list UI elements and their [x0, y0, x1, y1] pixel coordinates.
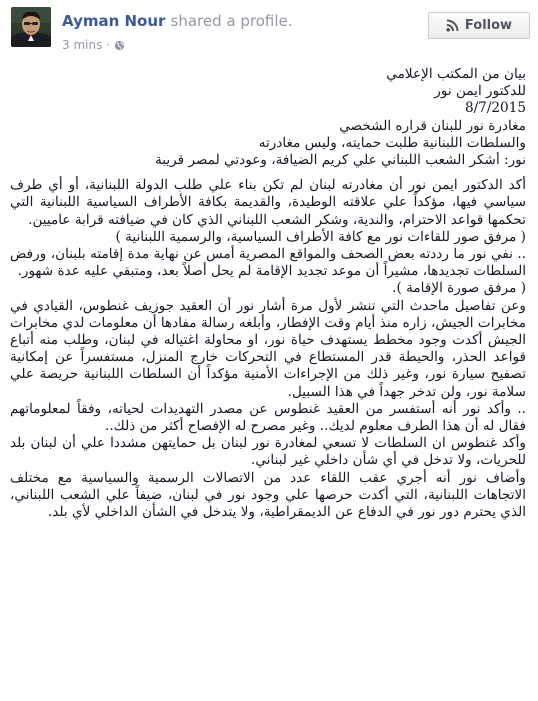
paragraph: أكد الدكتور ايمن نور أن مغادرته لبنان لم تكن بناء علي طلب الدولة اللبنانية، أو أي طرف سياسي فيها، مؤكداً علي علاقته الوطيدة، والقديمة بكافة الأطراف السياسية اللبنانية التي تحكمها قواعد الاحترام، والندية، وشكر الشعب اللبناني الذي كان في ضيافته قرابة عاميين. [10, 177, 526, 228]
paragraph: وأكد غنطوس ان السلطات لا تسعي لمغادرة نور لبنان بل حمايتهن مشددا علي أن لبنان بلد للحريات، ولا تدخل في أي شأن داخلي غير لبناني. [10, 435, 526, 469]
follow-label: Follow [464, 18, 513, 33]
statement-author: للدكتور ايمن نور [434, 83, 526, 100]
headline: مغادرة نور للبنان قراره الشخصي [339, 117, 526, 134]
timestamp[interactable]: 3 mins [62, 38, 103, 52]
subheadline: والسلطات اللبنانية طلبت حمايته، وليس مغادرته [258, 134, 526, 151]
avatar-image [11, 7, 51, 47]
post-header [62, 11, 293, 30]
attachment-note: ( مرفق صورة الإقامة ). [392, 280, 526, 297]
paragraph: .. وأكد نور أنه أستفسر من العقيد غنطوس عن مصدر التهديدات لحياته، وفقاً لمعلوماتهم فقال له أن هذا الطرف معلوم لديك.. وغير مصرح له الإفصاح أكثر من ذلك.. [10, 400, 526, 435]
author-name[interactable]: Ayman Nour [62, 12, 166, 30]
rss-icon [446, 19, 459, 32]
post-meta [62, 38, 125, 52]
paragraph: وأضاف نور أنه أجري عقب اللقاء عدد من الاتصالات الرسمية والسياسية مع مختلف الاتجاهات اللبنانية، التي أكدت حرصها علي وجود نور في لبنان، ضيفاً علي الشعب اللبناني، الذي يحترم دور نور في الدفاع عن الديمقراطية، ولا يتدخل في الشأن الداخلي لأي بلد. [10, 469, 526, 521]
post-action-text: shared a profile. [170, 12, 293, 30]
meta-separator: · [106, 38, 111, 52]
paragraph: .. نفي نور ما رددته بعض الصحف والمواقع المصرية أمس عن نهاية مدة إقامته بلبنان، ورفض السلطات تجديدها، مشيراً أن موعد تجديد الإقامة لم يحل أصلاً بعد، ومتبقي عليه عدة شهور. [10, 246, 526, 280]
globe-icon[interactable] [114, 40, 125, 51]
avatar[interactable] [11, 7, 51, 47]
follow-button[interactable] [428, 12, 530, 39]
statement-title: بيان من المكتب الإعلامي [386, 66, 526, 82]
post-body [10, 66, 526, 700]
paragraph: وعن تفاصيل ماحدث التي تنشر لأول مرة أشار نور أن العقيد جوزيف غنطوس، القيادي في مخابرات الجيش، زاره منذ أيام وقت الإفطار، وأبلغه رسالة مفادها أن معلومات لدي مخابرات الجيش أكدت وجود مخطط يستهدف حياة نور، او محاولة اغتياله في لبنان، وطلب منه أتباع قواعد الحذر، والحيطة قدر المستطاع في التحركات خارج المنزل، مستفسراً عن إمكانية تصفيح سيارة نور، وغير ذلك من الإجراءات الأمنية مؤكداً أن السلطات اللبنانية حريصة علي سلامة نور، ولن تدخر جهداً في هذا السبيل. [10, 297, 526, 400]
statement-date: 8/7/2015 [464, 100, 526, 117]
attachment-note: ( مرفق صور للقاءات نور مع كافة الأطراف السياسية، والرسمية اللبنانية ) [115, 228, 526, 245]
quote-headline: نور: أشكر الشعب اللبناني علي كريم الضيافة، وعودتي لمصر قريبة [154, 152, 526, 169]
